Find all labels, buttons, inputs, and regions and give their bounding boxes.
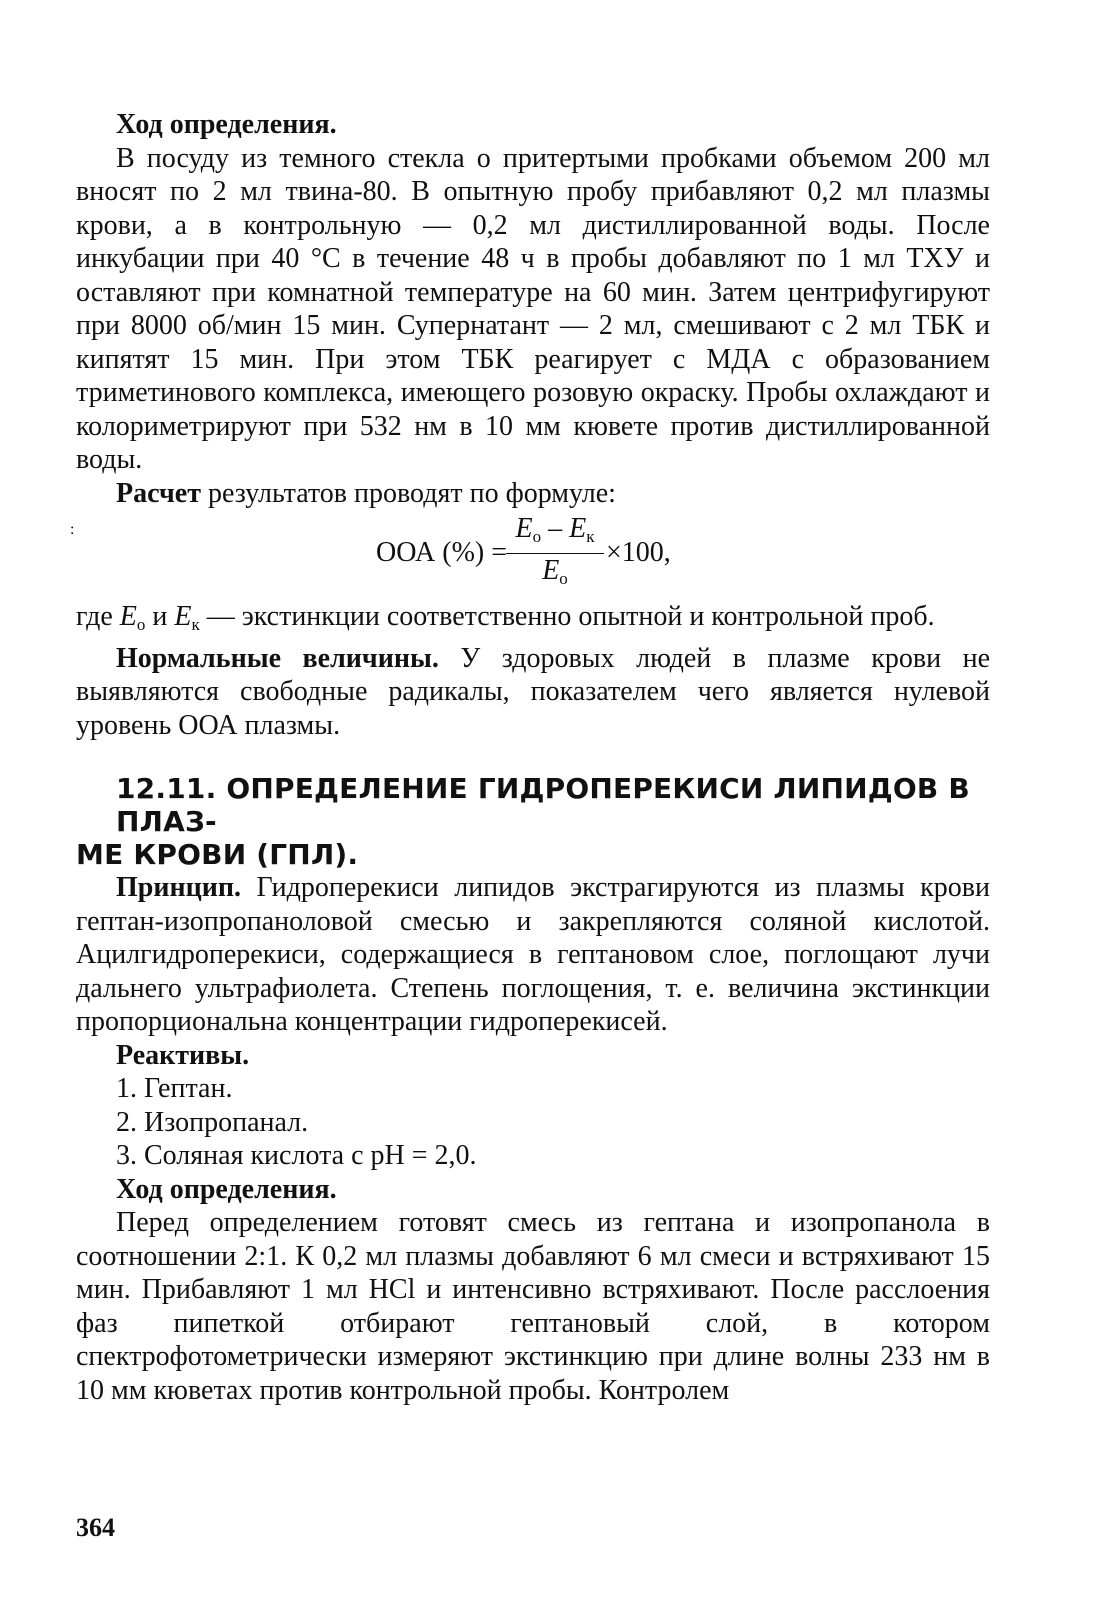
formula-left: ООА (%) =: [376, 537, 508, 568]
principle-label: Принцип.: [116, 872, 242, 903]
formula-numerator: $E_о - E_к$: [506, 514, 604, 554]
page-number: 364: [76, 1513, 115, 1542]
procedure-heading-1: Ход определения.: [116, 109, 337, 140]
formula: [70, 513, 990, 598]
normal-values-label: Нормальные величины.: [116, 642, 439, 674]
calculation-text: результатов проводят по формуле:: [200, 477, 616, 509]
formula-right: ×100,: [606, 537, 671, 568]
reagents-heading: Реактивы.: [116, 1039, 250, 1071]
calculation-label: Расчет: [116, 477, 201, 509]
reagent-item: 3. Соляная кислота с рН = 2,0.: [116, 1140, 477, 1171]
calculation-paragraph: [76, 477, 990, 511]
page-body: [70, 108, 990, 1407]
section-title-line-2: МЕ КРОВИ (ГПЛ).: [76, 838, 359, 871]
procedure-paragraph-2: Перед определением готовят смесь из гептана и изопропанола в соотношении 2:1. К 0,2 мл плазмы добавляют 6 мл смеси и встряхивают 15 мин. Прибавляют 1 мл HCl и интенсивно встряхивают. После расслоения фаз пипеткой отбирают гептановый слой, в котором спектрофотометрически измеряют экстинкцию при длине волны 233 нм в 10 мм кюветах против контрольной пробы. Контролем: [76, 1207, 990, 1406]
procedure-heading-2: Ход определения.: [116, 1173, 337, 1205]
where-paragraph: где $E_о$ и $E_к$ — экстинкции соответственно опытной и контрольной проб.: [76, 601, 935, 634]
scan-speck: :: [70, 521, 75, 538]
section-title-line-1: 12.11. ОПРЕДЕЛЕНИЕ ГИДРОПЕРЕКИСИ ЛИПИДОВ В ПЛАЗ-: [116, 772, 970, 838]
normal-values-paragraph: Нормальные величины. У здоровых людей в плазме крови не выявляются свободные радикалы, показателем чего является нулевой уровень ООА плазмы.: [76, 642, 990, 741]
reagent-item: 1. Гептан.: [116, 1073, 233, 1104]
principle-paragraph: Принцип. Гидроперекиси липидов экстрагируются из плазмы крови гептан-изопропаноловой смесью и закрепляются соляной кислотой. Ацилгидроперекиси, содержащиеся в гептановом слое, поглощают лучи дальнего ультрафиолета. Степень поглощения, т. е. величина экстинкции пропорциональна концентрации гидроперекисей.: [76, 872, 990, 1037]
section-title: [76, 772, 990, 871]
formula-fraction: [506, 514, 604, 596]
formula-denominator: $E_о$: [542, 555, 568, 588]
reagent-item: 2. Изопропанал.: [116, 1106, 309, 1138]
procedure-paragraph-1: В посуду из темного стекла о притертыми пробками объемом 200 мл вносят по 2 мл твина-80. В опытную пробу прибавляют 0,2 мл плазмы крови, а в контрольную — 0,2 мл дистиллированной воды. После инкубации при 40 °С в течение 48 ч в пробы добавляют по 1 мл ТХУ и оставляют при комнатной температуре на 60 мин. Затем центрифугируют при 8000 об/мин 15 мин. Супернатант — 2 мл, смешивают с 2 мл ТБК и кипятят 15 мин. При этом ТБК реагирует с МДА с образованием триметинового комплекса, имеющего розовую окраску. Пробы охлаждают и колориметрируют при 532 нм в 10 мм кювете против дистиллированной воды.: [76, 142, 990, 475]
